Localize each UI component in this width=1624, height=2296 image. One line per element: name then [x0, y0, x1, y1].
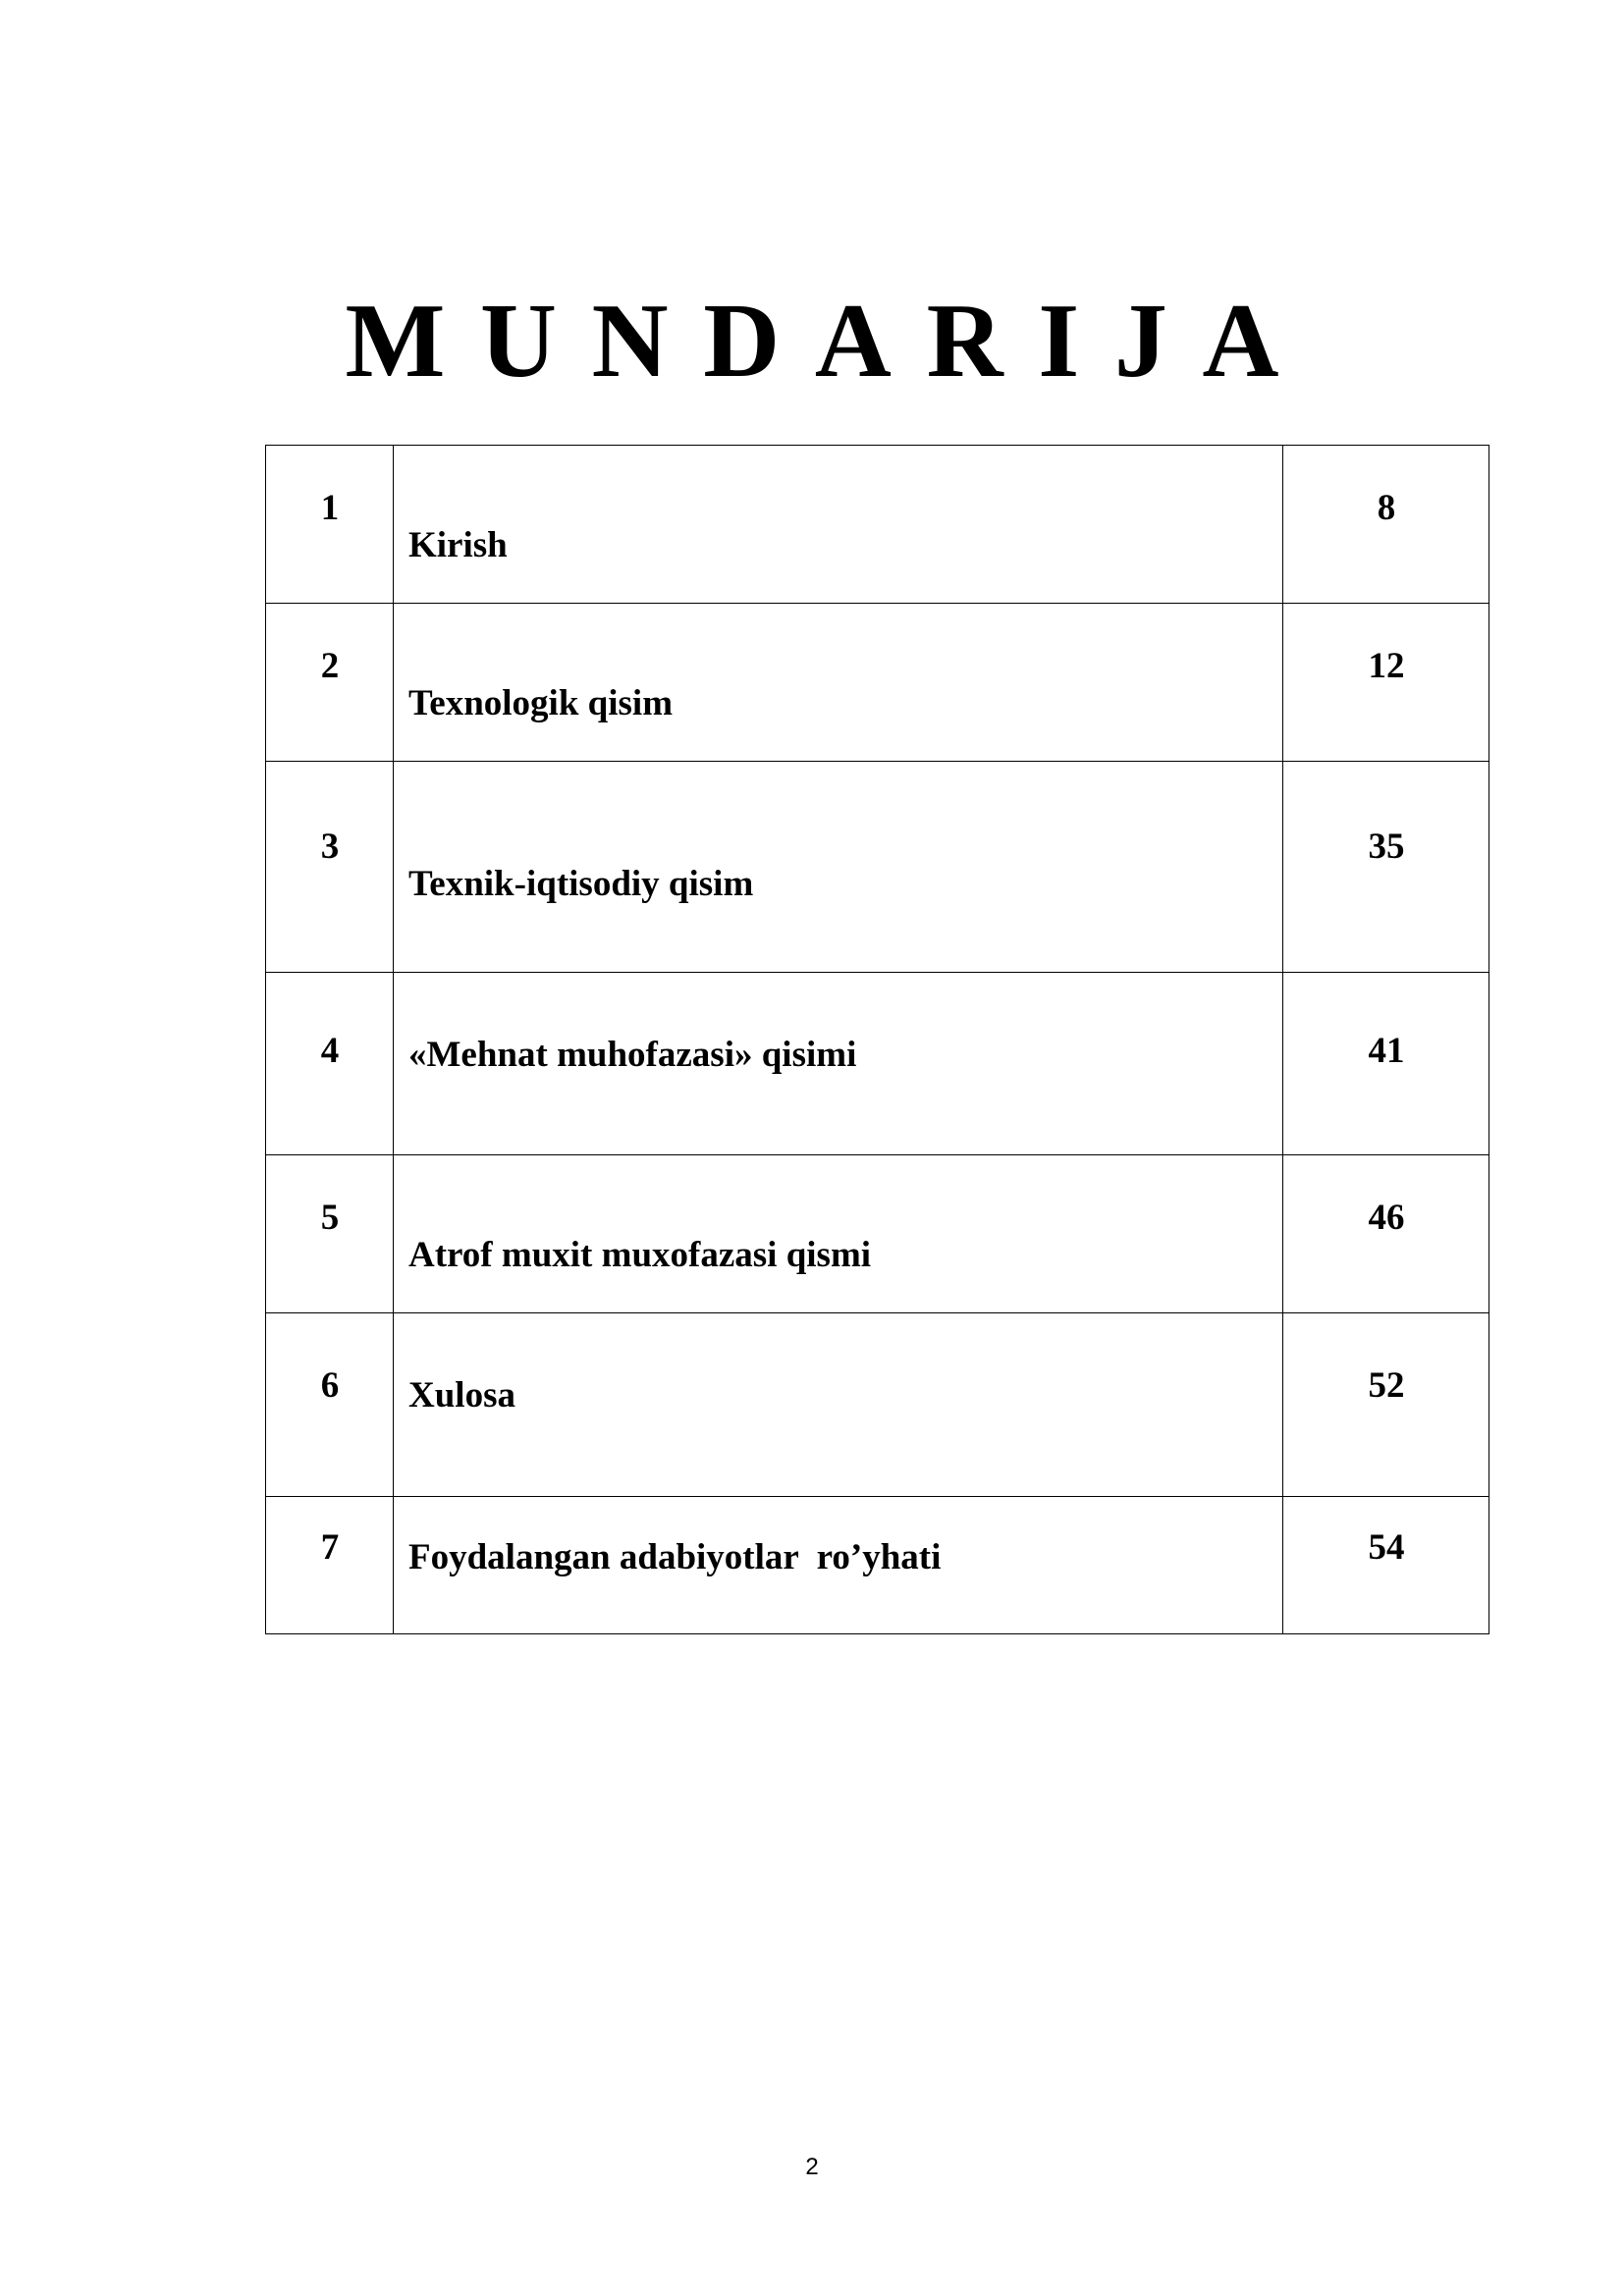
page-number: 2 [805, 2154, 819, 2180]
toc-page-cell [1283, 762, 1489, 973]
toc-number-cell [266, 1155, 394, 1313]
toc-title-cell [394, 1497, 1283, 1634]
toc-page-cell [1283, 604, 1489, 762]
toc-page: 12 [1368, 646, 1405, 686]
toc-title-cell [394, 446, 1283, 604]
toc-title-cell [394, 1313, 1283, 1497]
page-title: MUNDARIJA [345, 283, 1315, 400]
toc-title: Texnik-iqtisodiy qisim [408, 864, 754, 904]
toc-number-cell [266, 1497, 394, 1634]
toc-number: 6 [320, 1365, 340, 1406]
toc-title-cell [394, 1155, 1283, 1313]
toc-page-cell [1283, 1155, 1489, 1313]
toc-page: 54 [1368, 1527, 1405, 1568]
toc-number-cell [266, 1313, 394, 1497]
toc-number: 5 [320, 1198, 340, 1238]
toc-title: «Mehnat muhofazasi» qisimi [408, 1035, 857, 1075]
toc-title-cell [394, 762, 1283, 973]
toc-title-cell [394, 604, 1283, 762]
toc-row [266, 973, 1489, 1155]
toc-title: Atrof muxit muxofazasi qismi [408, 1235, 872, 1275]
toc-row [266, 1155, 1489, 1313]
toc-number-cell [266, 604, 394, 762]
toc-title-cell [394, 973, 1283, 1155]
toc-number-cell [266, 762, 394, 973]
toc-page: 41 [1368, 1031, 1405, 1071]
toc-row [266, 604, 1489, 762]
toc-title: Kirish [408, 525, 508, 565]
toc-table [265, 445, 1489, 1634]
toc-row [266, 446, 1489, 604]
toc-number: 2 [320, 646, 340, 686]
toc-number: 7 [320, 1527, 340, 1568]
toc-page-cell [1283, 446, 1489, 604]
toc-row [266, 762, 1489, 973]
toc-row [266, 1497, 1489, 1634]
toc-title: Foydalangan adabiyotlar ro’yhati [408, 1537, 942, 1577]
toc-page: 8 [1377, 488, 1396, 528]
toc-number: 3 [320, 827, 340, 867]
toc-number: 1 [320, 488, 340, 528]
toc-page-cell [1283, 973, 1489, 1155]
toc-page-cell [1283, 1497, 1489, 1634]
toc-title: Texnologik qisim [408, 683, 674, 723]
toc-number: 4 [320, 1031, 340, 1071]
toc-title: Xulosa [408, 1375, 515, 1415]
toc-number-cell [266, 446, 394, 604]
toc-page-cell [1283, 1313, 1489, 1497]
toc-page: 35 [1368, 827, 1405, 867]
toc-row [266, 1313, 1489, 1497]
toc-number-cell [266, 973, 394, 1155]
toc-page: 46 [1368, 1198, 1405, 1238]
toc-page: 52 [1368, 1365, 1405, 1406]
